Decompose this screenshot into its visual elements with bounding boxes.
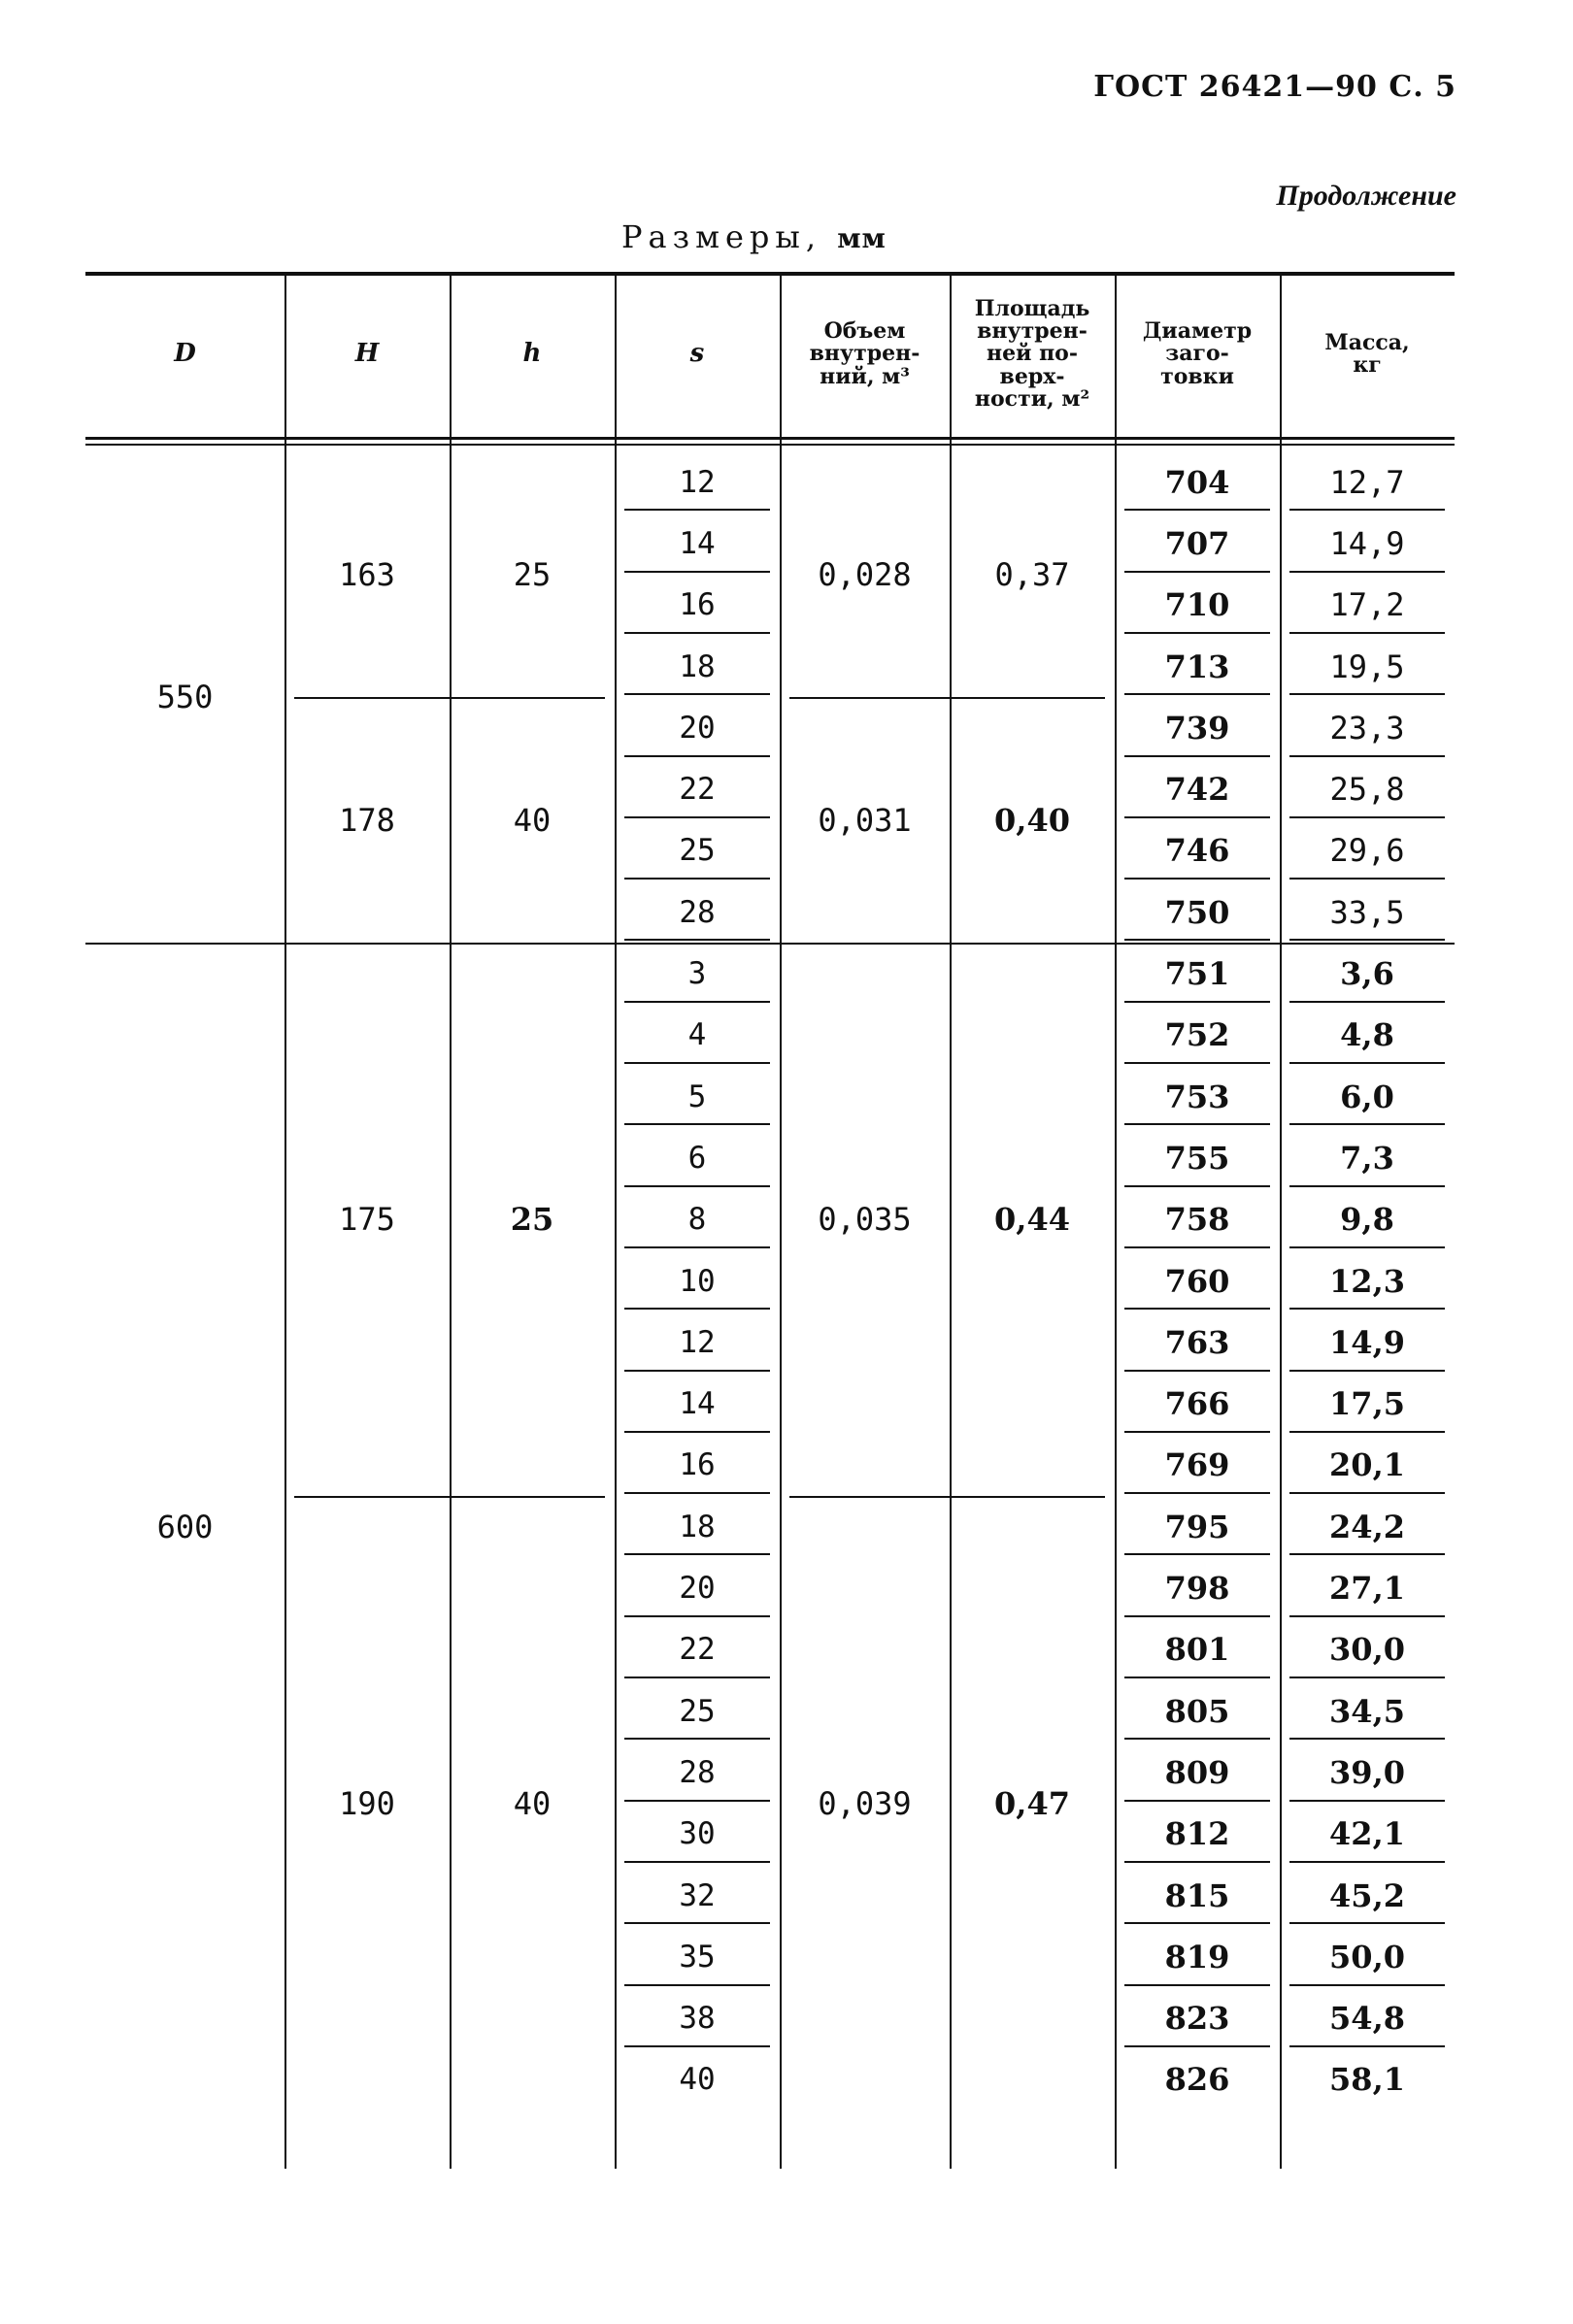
cell-H: 190	[339, 1784, 395, 1822]
row-rule-mass	[1289, 1615, 1445, 1617]
cell-mass: 17,2	[1329, 586, 1405, 624]
row-rule-diameter	[1124, 1492, 1270, 1494]
row-rule-s	[624, 509, 770, 511]
row-rule-diameter	[1124, 632, 1270, 634]
row-rule-diameter	[1124, 1615, 1270, 1617]
cell-s: 20	[679, 710, 716, 746]
header-area-line: внутрен-	[977, 318, 1088, 345]
cell-volume: 0,028	[818, 555, 912, 593]
cell-diameter: 823	[1164, 2000, 1230, 2038]
cell-mass: 9,8	[1340, 1201, 1394, 1239]
cell-diameter: 815	[1164, 1876, 1230, 1914]
header-area-line: ней по-	[987, 341, 1078, 367]
cell-diameter: 742	[1164, 771, 1230, 809]
cell-mass: 45,2	[1329, 1876, 1405, 1914]
cell-diameter: 746	[1164, 832, 1230, 870]
cell-s: 14	[679, 1386, 716, 1422]
row-rule-mass	[1289, 816, 1445, 818]
cell-mass: 50,0	[1329, 1938, 1405, 1975]
row-rule-s	[624, 1615, 770, 1617]
row-rule-s	[624, 1185, 770, 1187]
caption-text: Размеры,	[621, 218, 822, 255]
header-diameter-line: товки	[1160, 363, 1234, 389]
cell-s: 4	[687, 1017, 707, 1053]
row-rule-s	[624, 816, 770, 818]
row-rule-mass	[1289, 1062, 1445, 1064]
cell-diameter: 755	[1164, 1139, 1230, 1177]
row-rule-diameter	[1124, 571, 1270, 573]
cell-volume: 0,039	[818, 1784, 912, 1822]
cell-H: 175	[339, 1201, 395, 1239]
cell-area: 0,47	[994, 1784, 1070, 1822]
cell-mass: 3,6	[1340, 955, 1394, 993]
cell-area: 0,37	[994, 555, 1070, 593]
row-rule-mass	[1289, 1001, 1445, 1003]
cell-mass: 20,1	[1329, 1446, 1405, 1484]
row-rule-s	[624, 1492, 770, 1494]
row-rule-s	[624, 1861, 770, 1863]
cell-mass: 25,8	[1329, 771, 1405, 809]
cell-volume: 0,035	[818, 1201, 912, 1239]
header-mass-line: кг	[1353, 352, 1382, 378]
row-rule-mass	[1289, 1922, 1445, 1924]
row-rule-diameter	[1124, 939, 1270, 941]
cell-H: 178	[339, 801, 395, 839]
row-rule-diameter	[1124, 2045, 1270, 2047]
cell-mass: 58,1	[1329, 2061, 1405, 2099]
cell-diameter: 753	[1164, 1078, 1230, 1115]
cell-diameter: 795	[1164, 1508, 1230, 1545]
row-rule-diameter	[1124, 1677, 1270, 1678]
header-mass	[1280, 272, 1455, 437]
cell-D: 600	[156, 1508, 214, 1545]
row-rule-mass	[1289, 1123, 1445, 1125]
header-H: H	[354, 339, 380, 369]
cell-s: 18	[679, 1509, 716, 1544]
header-area	[950, 272, 1115, 437]
header-D: D	[174, 339, 196, 369]
row-rule-diameter	[1124, 1001, 1270, 1003]
header-rule-upper	[85, 437, 1455, 440]
cell-s: 25	[679, 1693, 716, 1729]
cell-s: 8	[687, 1202, 707, 1238]
row-rule-s	[624, 1984, 770, 1986]
row-rule-mass	[1289, 1370, 1445, 1372]
cell-diameter: 809	[1164, 1753, 1230, 1791]
cell-s: 12	[679, 1324, 716, 1360]
cell-s: 32	[679, 1877, 716, 1913]
cell-diameter: 752	[1164, 1016, 1230, 1054]
row-rule-s	[624, 1800, 770, 1802]
cell-mass: 42,1	[1329, 1815, 1405, 1853]
cell-mass: 17,5	[1329, 1385, 1405, 1423]
cell-mass: 4,8	[1340, 1016, 1394, 1054]
row-rule-diameter	[1124, 1553, 1270, 1555]
row-rule-diameter	[1124, 816, 1270, 818]
row-rule-s	[624, 1431, 770, 1433]
cell-diameter: 710	[1164, 586, 1230, 624]
header-area-line: ности, м²	[974, 385, 1090, 412]
row-rule-mass	[1289, 1984, 1445, 1986]
row-rule-diameter	[1124, 1984, 1270, 1986]
row-rule-mass	[1289, 755, 1445, 757]
row-rule-s	[624, 878, 770, 880]
cell-s: 35	[679, 1939, 716, 1975]
header-volume	[780, 272, 950, 437]
continuation-label: Продолжение	[1276, 180, 1456, 212]
row-rule-s	[624, 632, 770, 634]
row-rule-diameter	[1124, 1185, 1270, 1187]
cell-mass: 23,3	[1329, 709, 1405, 747]
row-rule-s	[624, 1677, 770, 1678]
cell-mass: 14,9	[1329, 524, 1405, 562]
row-rule-mass	[1289, 1677, 1445, 1678]
row-rule-mass	[1289, 693, 1445, 695]
cell-s: 22	[679, 1632, 716, 1668]
header-s: s	[689, 339, 705, 369]
cell-diameter: 798	[1164, 1570, 1230, 1608]
cell-diameter: 750	[1164, 893, 1230, 931]
cell-diameter: 819	[1164, 1938, 1230, 1975]
row-rule-diameter	[1124, 1308, 1270, 1310]
cell-mass: 34,5	[1329, 1692, 1405, 1730]
header-diameter-line: Диаметр	[1142, 318, 1253, 345]
cell-diameter: 805	[1164, 1692, 1230, 1730]
row-rule-mass	[1289, 632, 1445, 634]
row-rule-s	[624, 571, 770, 573]
row-rule-diameter	[1124, 755, 1270, 757]
row-rule-diameter	[1124, 1800, 1270, 1802]
row-rule-s	[624, 1001, 770, 1003]
row-rule-s	[624, 1308, 770, 1310]
cell-diameter: 766	[1164, 1385, 1230, 1423]
cell-D: 550	[156, 679, 214, 716]
cell-diameter: 707	[1164, 524, 1230, 562]
cell-h: 25	[513, 555, 552, 593]
cell-diameter: 704	[1164, 463, 1230, 501]
row-rule-diameter	[1124, 1922, 1270, 1924]
cell-diameter: 758	[1164, 1201, 1230, 1239]
cell-diameter: 812	[1164, 1815, 1230, 1853]
cell-s: 25	[679, 833, 716, 869]
row-rule-diameter	[1124, 1246, 1270, 1248]
caption-unit: мм	[837, 222, 887, 254]
cell-diameter: 713	[1164, 647, 1230, 685]
cell-mass: 12,7	[1329, 463, 1405, 501]
cell-s: 40	[679, 2062, 716, 2098]
header-diameter-line: заго-	[1165, 341, 1229, 367]
cell-h: 40	[513, 1784, 552, 1822]
row-rule-mass	[1289, 1308, 1445, 1310]
row-rule-mass	[1289, 1185, 1445, 1187]
cell-volume: 0,031	[818, 801, 912, 839]
cell-s: 10	[679, 1263, 716, 1299]
cell-diameter: 760	[1164, 1262, 1230, 1300]
header-h: h	[522, 339, 542, 369]
cell-diameter: 826	[1164, 2061, 1230, 2099]
row-rule-s	[624, 1738, 770, 1740]
row-rule-mass	[1289, 1246, 1445, 1248]
row-rule-diameter	[1124, 1738, 1270, 1740]
row-rule-mass	[1289, 1800, 1445, 1802]
row-rule-s	[624, 693, 770, 695]
dimensions-table	[85, 272, 1455, 2165]
cell-diameter: 769	[1164, 1446, 1230, 1484]
row-rule-s	[624, 1922, 770, 1924]
cell-s: 28	[679, 894, 716, 930]
row-rule-diameter	[1124, 1123, 1270, 1125]
row-rule-mass	[1289, 1738, 1445, 1740]
cell-h: 25	[510, 1201, 554, 1239]
cell-s: 6	[687, 1140, 707, 1176]
cell-s: 22	[679, 772, 716, 808]
table-caption	[621, 218, 887, 255]
row-rule-s	[624, 1123, 770, 1125]
row-rule-mass	[1289, 1492, 1445, 1494]
cell-diameter: 739	[1164, 709, 1230, 747]
row-rule-mass	[1289, 2045, 1445, 2047]
cell-mass: 29,6	[1329, 832, 1405, 870]
row-rule-s	[624, 755, 770, 757]
cell-s: 16	[679, 1447, 716, 1483]
header-volume-line: ний, м³	[820, 363, 910, 389]
cell-mass: 12,3	[1329, 1262, 1405, 1300]
row-rule-mass	[1289, 1553, 1445, 1555]
cell-s: 18	[679, 648, 716, 684]
cell-area: 0,40	[994, 801, 1070, 839]
row-rule-mass	[1289, 939, 1445, 941]
cell-diameter: 801	[1164, 1631, 1230, 1669]
cell-mass: 54,8	[1329, 2000, 1405, 2038]
cell-mass: 6,0	[1340, 1078, 1394, 1115]
row-rule-s	[624, 1062, 770, 1064]
cell-s: 30	[679, 1816, 716, 1852]
cell-area: 0,44	[994, 1201, 1070, 1239]
row-rule-diameter	[1124, 1062, 1270, 1064]
cell-mass: 30,0	[1329, 1631, 1405, 1669]
row-rule-diameter	[1124, 693, 1270, 695]
cell-s: 28	[679, 1754, 716, 1790]
row-rule-mass	[1289, 509, 1445, 511]
row-rule-diameter	[1124, 1861, 1270, 1863]
header-volume-line: Объем	[823, 318, 906, 345]
row-rule-mass	[1289, 1431, 1445, 1433]
cell-s: 12	[679, 464, 716, 500]
header-area-line: верх-	[999, 363, 1065, 389]
cell-mass: 39,0	[1329, 1753, 1405, 1791]
cell-s: 16	[679, 587, 716, 623]
row-rule-s	[624, 1246, 770, 1248]
row-rule-s	[624, 1370, 770, 1372]
cell-s: 20	[679, 1571, 716, 1607]
row-rule-mass	[1289, 571, 1445, 573]
cell-diameter: 751	[1164, 955, 1230, 993]
header-volume-line: внутрен-	[809, 341, 920, 367]
cell-s: 5	[687, 1079, 707, 1114]
row-rule-diameter	[1124, 1370, 1270, 1372]
header-area-line: Площадь	[974, 296, 1090, 322]
cell-H: 163	[339, 555, 395, 593]
row-rule-mass	[1289, 1861, 1445, 1863]
row-rule-diameter	[1124, 878, 1270, 880]
cell-mass: 24,2	[1329, 1508, 1405, 1545]
cell-mass: 14,9	[1329, 1323, 1405, 1361]
cell-s: 3	[687, 956, 707, 992]
cell-s: 38	[679, 2001, 716, 2037]
cell-mass: 27,1	[1329, 1570, 1405, 1608]
header-rule-lower	[85, 444, 1455, 446]
row-rule-s	[624, 2045, 770, 2047]
header-diameter	[1115, 272, 1280, 437]
cell-s: 14	[679, 525, 716, 561]
row-rule-mass	[1289, 878, 1445, 880]
page-header: ГОСТ 26421—90 С. 5	[1093, 70, 1456, 104]
cell-diameter: 763	[1164, 1323, 1230, 1361]
row-rule-diameter	[1124, 509, 1270, 511]
row-rule-s	[624, 939, 770, 941]
row-rule-s	[624, 1553, 770, 1555]
cell-mass: 33,5	[1329, 893, 1405, 931]
cell-h: 40	[513, 801, 552, 839]
cell-mass: 19,5	[1329, 647, 1405, 685]
cell-mass: 7,3	[1340, 1139, 1394, 1177]
row-rule-diameter	[1124, 1431, 1270, 1433]
header-mass-line: Масса,	[1324, 329, 1410, 355]
